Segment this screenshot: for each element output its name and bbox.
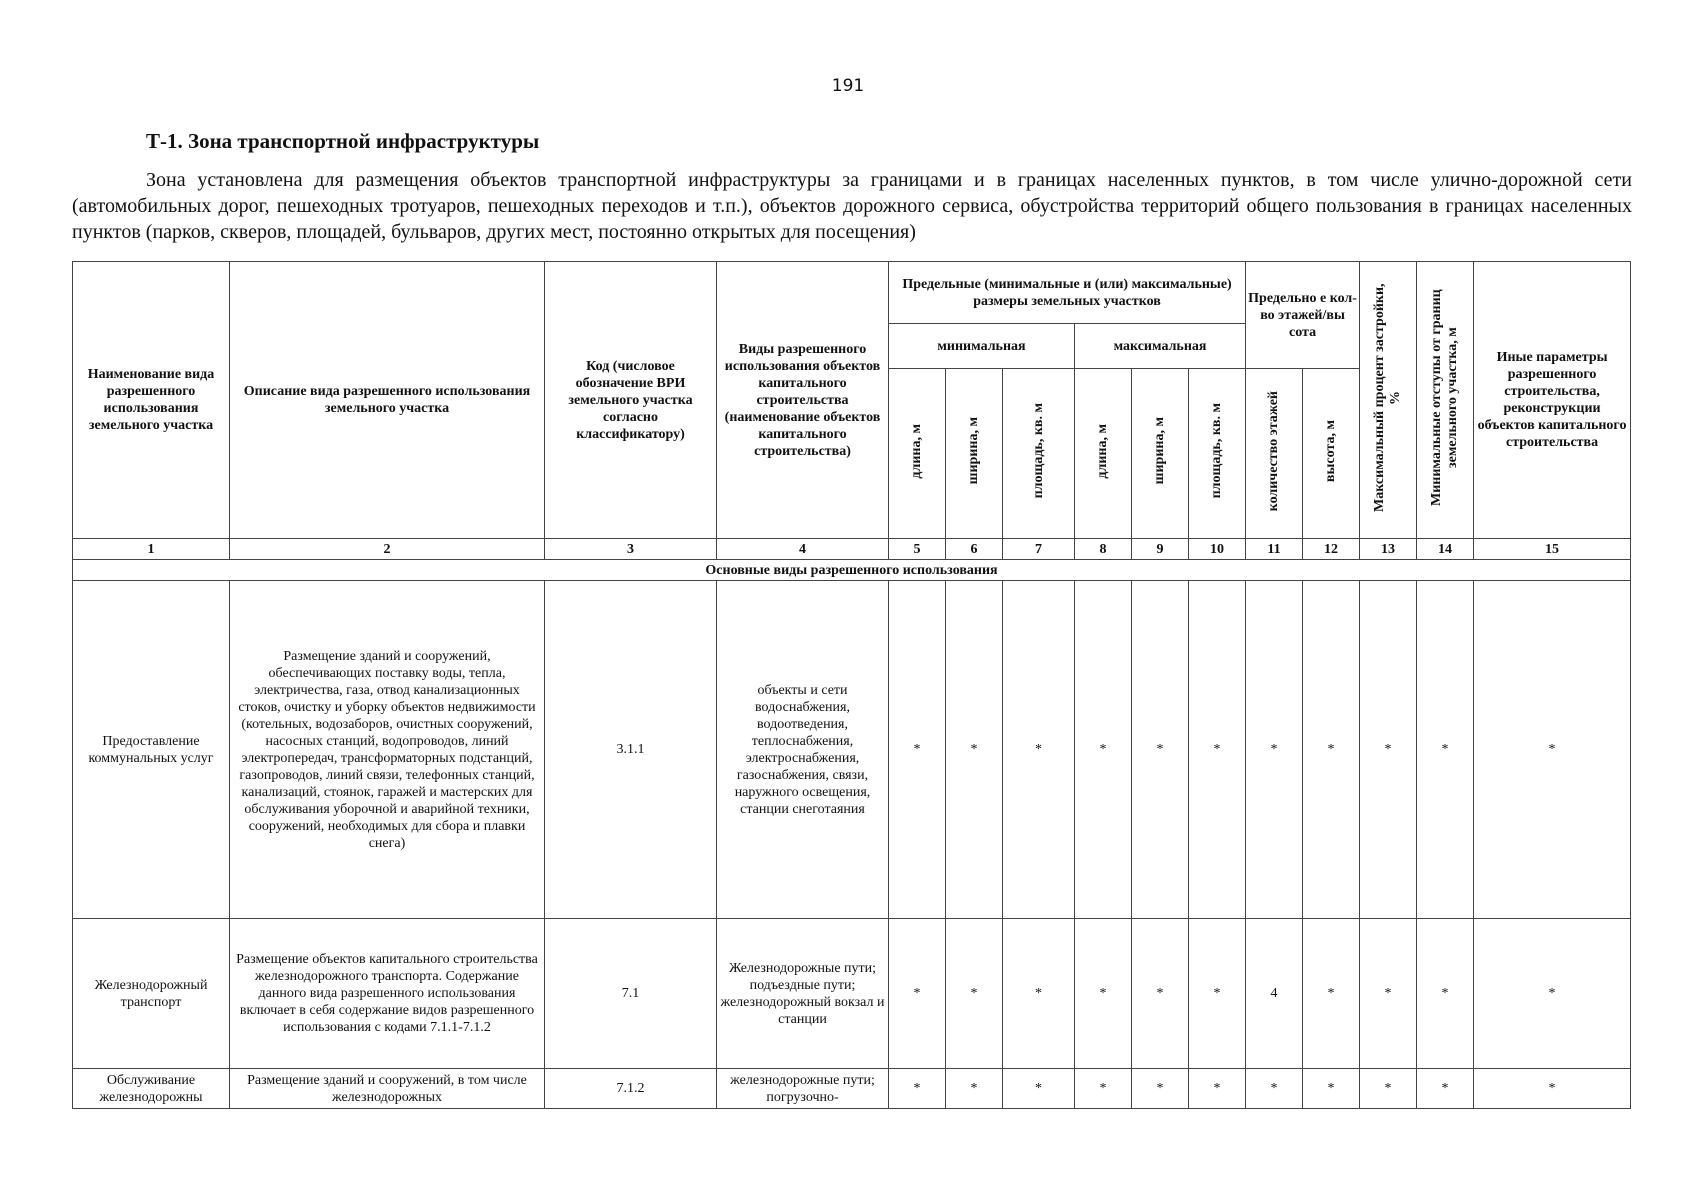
header-minimal: минимальная xyxy=(889,324,1075,369)
row-value: * xyxy=(1303,1069,1360,1109)
header-max-percent-label: Максимальный процент застройки, % xyxy=(1372,283,1404,512)
table-row xyxy=(73,919,1631,1069)
header-floors-height: Предельно е кол-во этажей/вы сота xyxy=(1246,262,1360,369)
table-row xyxy=(73,581,1631,919)
header-capital-objects: Виды разрешенного использования объектов капитального строительства (наименование объектов капитального строительства) xyxy=(717,262,889,539)
header-max-percent xyxy=(1360,262,1417,539)
section-title: Основные виды разрешенного использования xyxy=(73,560,1631,581)
row-capital-objects: железнодорожные пути; погрузочно- xyxy=(717,1069,889,1109)
header-height xyxy=(1303,369,1360,539)
row-value: * xyxy=(1075,581,1132,919)
section-row xyxy=(73,560,1631,581)
zone-description: Зона установлена для размещения объектов транспортной инфраструктуры за границами и в границах населенных пунктов, в том числе улично-дорожной сети (автомобильных дорог, пешеходных тротуаров, пешеходных переходов и т.п.), объектов дорожного сервиса, обустройства территорий общего пользования в границах населенных пунктов (парков, скверов, площадей, бульваров, других мест, постоянно открытых для посещения) xyxy=(72,169,1632,243)
header-floors xyxy=(1246,369,1303,539)
column-number-row xyxy=(73,539,1631,560)
row-value: * xyxy=(1132,581,1189,919)
row-value: * xyxy=(1360,581,1417,919)
header-max-area xyxy=(1189,369,1246,539)
header-min-length-label: длина, м xyxy=(909,423,924,479)
header-min-setback xyxy=(1417,262,1474,539)
column-number: 5 xyxy=(889,539,946,560)
column-number: 7 xyxy=(1003,539,1075,560)
row-value: * xyxy=(1303,919,1360,1069)
column-number: 12 xyxy=(1303,539,1360,560)
column-number: 9 xyxy=(1132,539,1189,560)
row-value: * xyxy=(1189,581,1246,919)
row-value: * xyxy=(1003,581,1075,919)
row-use-name: Обслуживание железнодорожны xyxy=(73,1069,230,1109)
row-value: * xyxy=(889,919,946,1069)
row-value: * xyxy=(1417,1069,1474,1109)
row-capital-objects: объекты и сети водоснабжения, водоотведения, теплоснабжения, электроснабжения, газоснабжения, связи, наружного освещения, станции снеготаяния xyxy=(717,581,889,919)
header-use-name: Наименование вида разрешенного использования земельного участка xyxy=(73,262,230,539)
header-height-label: высота, м xyxy=(1323,419,1339,483)
row-value: * xyxy=(1075,1069,1132,1109)
zone-title: Т-1. Зона транспортной инфраструктуры xyxy=(146,129,540,153)
column-number: 13 xyxy=(1360,539,1417,560)
header-max-length-label: длина, м xyxy=(1095,423,1110,479)
row-code: 3.1.1 xyxy=(545,581,717,919)
row-capital-objects: Железнодорожные пути; подъездные пути; железнодорожный вокзал и станции xyxy=(717,919,889,1069)
row-use-description: Размещение зданий и сооружений, обеспечивающих поставку воды, тепла, электричества, газа, отвод канализационных стоков, очистку и уборку объектов недвижимости (котельных, водозаборов, очистных сооружений, насосных станций, водопроводов, линий электропередач, трансформаторных подстанций, газопроводов, линий связи, телефонных станций, канализаций, стоянок, гаражей и мастерских для обслуживания уборочной и аварийной техники, сооружений, необходимых для сбора и плавки снега) xyxy=(230,581,545,919)
header-use-description: Описание вида разрешенного использования земельного участка xyxy=(230,262,545,539)
row-value: * xyxy=(1417,919,1474,1069)
row-value: * xyxy=(946,581,1003,919)
column-number: 15 xyxy=(1474,539,1631,560)
row-value: * xyxy=(946,1069,1003,1109)
column-number: 1 xyxy=(73,539,230,560)
row-value: * xyxy=(1003,1069,1075,1109)
header-min-area-label: площадь, кв. м xyxy=(1030,403,1046,499)
regulations-table xyxy=(72,261,1631,1109)
row-value: * xyxy=(1474,919,1631,1069)
header-min-width xyxy=(946,369,1003,539)
column-number: 8 xyxy=(1075,539,1132,560)
row-use-name: Предоставление коммунальных услуг xyxy=(73,581,230,919)
row-use-description: Размещение зданий и сооружений, в том числе железнодорожных xyxy=(230,1069,545,1109)
column-number: 3 xyxy=(545,539,717,560)
header-max-area-label: площадь, кв. м xyxy=(1209,403,1225,499)
row-value: * xyxy=(1246,1069,1303,1109)
row-value: * xyxy=(889,1069,946,1109)
row-value: * xyxy=(1189,919,1246,1069)
column-number: 6 xyxy=(946,539,1003,560)
row-value: * xyxy=(1189,1069,1246,1109)
row-value: * xyxy=(1417,581,1474,919)
row-value: * xyxy=(946,919,1003,1069)
row-value: * xyxy=(1360,919,1417,1069)
row-use-name: Железнодорожный транспорт xyxy=(73,919,230,1069)
header-min-width-label: ширина, м xyxy=(966,417,981,485)
header-floors-label: количество этажей xyxy=(1266,390,1282,512)
column-number: 14 xyxy=(1417,539,1474,560)
row-value: * xyxy=(1132,919,1189,1069)
row-value: * xyxy=(1132,1069,1189,1109)
row-value: * xyxy=(1075,919,1132,1069)
row-code: 7.1.2 xyxy=(545,1069,717,1109)
row-value: * xyxy=(889,581,946,919)
row-value: * xyxy=(1360,1069,1417,1109)
row-value: * xyxy=(1474,581,1631,919)
header-max-width-label: ширина, м xyxy=(1152,417,1167,485)
row-use-description: Размещение объектов капитального строительства железнодорожного транспорта. Содержание данного вида разрешенного использования включает в себя содержание видов разрешенного использования с кодами 7.1.1-7.1.2 xyxy=(230,919,545,1069)
header-min-setback-label: Минимальные отступы от границ земельного участка, м xyxy=(1429,289,1461,506)
row-value: * xyxy=(1303,581,1360,919)
header-code: Код (числовое обозначение ВРИ земельного участка согласно классификатору) xyxy=(545,262,717,539)
header-max-length xyxy=(1075,369,1132,539)
header-maximal: максимальная xyxy=(1075,324,1246,369)
column-number: 4 xyxy=(717,539,889,560)
page-number: 191 xyxy=(831,76,865,96)
header-other-params: Иные параметры разрешенного строительства, реконструкции объектов капитального строительства xyxy=(1474,262,1631,539)
row-value: * xyxy=(1003,919,1075,1069)
column-number: 2 xyxy=(230,539,545,560)
row-value: 4 xyxy=(1246,919,1303,1069)
header-max-width xyxy=(1132,369,1189,539)
column-number: 10 xyxy=(1189,539,1246,560)
header-min-area xyxy=(1003,369,1075,539)
header-min-length xyxy=(889,369,946,539)
row-code: 7.1 xyxy=(545,919,717,1069)
row-value: * xyxy=(1474,1069,1631,1109)
header-plot-sizes: Предельные (минимальные и (или) максимальные) размеры земельных участков xyxy=(889,262,1246,324)
table-row xyxy=(73,1069,1631,1109)
column-number: 11 xyxy=(1246,539,1303,560)
row-value: * xyxy=(1246,581,1303,919)
